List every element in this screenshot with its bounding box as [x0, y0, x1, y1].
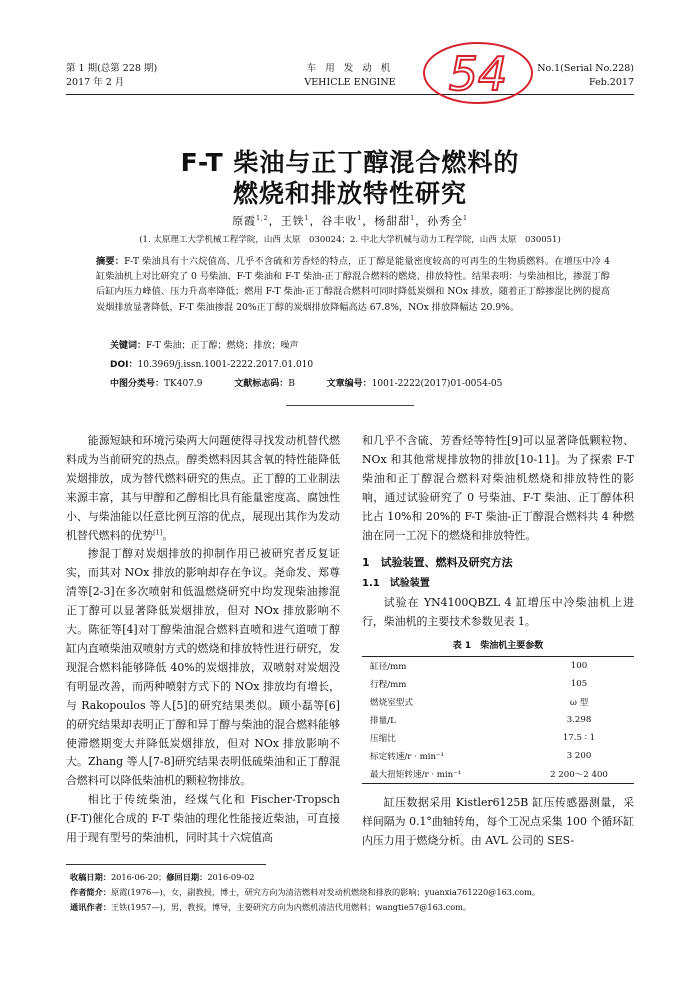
intro-paragraph-2: 掺混丁醇对炭烟排放的抑制作用已被研究者反复证实，而其对 NOx 排放的影响却存在争议。尧命发、郑尊清等[2-3]在多次喷射和低温燃烧研究中均发现柴油掺混正丁醇可以显著降低炭烟排放，但对 NOx 排放影响不大。陈征等[4]对丁醇柴油混合燃料直喷和进气道喷丁醇缸内直喷柴油双喷射方式的燃烧和排放特性进行研究，发现混合燃料能够降低 40%的炭烟排放，双喷射对炭烟没有明显改善，而两种喷射方式下的 NOx 排放均有增长，与 Rakopoulos 等人[5]的研究结果类似。顾小磊等[6]的研究结果却表明正丁醇和异丁醇与柴油的混合燃料能够使滞燃期变大并降低炭烟排放，但对 NOx 排放影响不大。Zhang 等人[7-8]研究结果表明低硫柴油和正丁醇混合燃料可以降低柴油机的颗粒物排放。 — [66, 547, 340, 788]
article-no-label: 文章编号： — [326, 379, 372, 389]
intro-paragraph-1 — [66, 432, 340, 545]
keywords-line — [110, 339, 610, 354]
authors: 原霞$^{1,2}$，王铁$^1$，谷丰收$^1$，杨甜甜$^1$，孙秀全$^1$ — [232, 214, 468, 228]
param-name: 排量/L — [370, 716, 396, 726]
abstract-text: F-T 柴油具有十六烷值高、几乎不含硫和芳香烃的特点，正丁醇是能量密度较高的可再生的生物质燃料。在增压中冷 4 缸柴油机上对比研究了 0 号柴油、F-T 柴油和 F-T 柴油-正丁醇混合燃料的燃烧、排放特性。结果表明：与柴油相比，掺混丁醇后缸内压力峰值、压力升高率降低；燃用 F-T 柴油-正丁醇混合燃料可同时降低炭烟和 NOx 排放，随着正丁醇掺混比例的提高炭烟排放显著降低，F-T 柴油掺混 20%正丁醇的炭烟排放降幅高达 67.8%，NOx 排放降幅达 20.9%。 — [96, 256, 610, 313]
title-line1: F-T 柴油与正丁醇混合燃料的 — [180, 148, 520, 177]
footnotes — [70, 870, 640, 915]
intro-paragraph-4: 和几乎不含硫、芳香烃等特性[9]可以显著降低颗粒物、NOx 和其他常规排放物的排放[10-11]。为了探索 F-T 柴油和正丁醇混合燃料对柴油机燃烧和排放特性的影响，通过试验研究了 0 号柴油、F-T 柴油、正丁醇体积比占 10%和 20%的 F-T 柴油-正丁醇混合燃料共 4 种燃油在同一工况下的燃烧和排放特性。 — [362, 434, 634, 542]
author-bio: 原霞(1976—)，女，副教授，博士，研究方向为清洁燃料对发动机燃烧和排放的影响；yuanxia761220@163.com。 — [110, 887, 541, 897]
param-name: 缸径/mm — [370, 662, 407, 672]
table-row — [362, 729, 634, 747]
header-issue — [66, 62, 157, 90]
contact-line — [70, 900, 640, 915]
doi-line — [110, 358, 610, 373]
date-cn: 2017 年 2 月 — [66, 77, 125, 88]
abstract-label: 摘要： — [96, 256, 125, 267]
param-name: 最大扭矩转速/r · min⁻¹ — [370, 770, 462, 780]
table-row — [362, 675, 634, 693]
affiliation: (1. 太原理工大学机械工程学院，山西 太原 030024；2. 中北大学机械与动力工程学院，山西 太原 030051) — [139, 235, 561, 245]
revised-label: 修回日期： — [166, 872, 208, 882]
pressure-paragraph: 缸压数据采用 Kistler6125B 缸压传感器测量，采样间隔为 0.1°曲轴转角，每个工况点采集 100 个循环缸内压力用于燃烧分析。由 AVL 公司的 SES- — [362, 796, 634, 847]
table-row — [362, 747, 634, 765]
param-name: 行程/mm — [370, 680, 407, 690]
clc-value: TK407.9 — [164, 379, 203, 389]
received-line — [70, 870, 640, 885]
keywords-text: F-T 柴油；正丁醇；燃烧；排放；噪声 — [146, 341, 299, 351]
doi-label: DOI： — [110, 360, 138, 370]
journal-en: VEHICLE ENGINE — [304, 77, 396, 88]
author-bio-line — [70, 885, 640, 900]
right-column-continued — [362, 794, 634, 851]
title-line2: 燃烧和排放特性研究 — [232, 179, 467, 208]
left-column — [66, 432, 340, 848]
header-rule — [66, 94, 634, 95]
divider — [286, 405, 414, 406]
classification-line — [110, 377, 610, 392]
issue-cn: 第 1 期(总第 228 期) — [66, 63, 158, 74]
paper-title — [0, 147, 700, 209]
article-no-value: 1001-2222(2017)01-0054-05 — [371, 379, 503, 389]
table-1-title: 表 1 柴油机主要参数 — [452, 641, 544, 651]
doi-text: 10.3969/j.issn.1001-2222.2017.01.010 — [137, 360, 314, 370]
clc-label: 中图分类号： — [110, 379, 165, 389]
abstract — [96, 254, 610, 315]
date-en: Feb.2017 — [589, 77, 634, 88]
intro-p1-end: 。 — [162, 528, 174, 542]
param-value: 100 — [570, 661, 588, 671]
table-row — [362, 765, 634, 783]
stamp-text: 54 — [448, 47, 508, 101]
param-value: 3 200 — [566, 751, 592, 761]
handwritten-number-stamp — [420, 38, 538, 108]
journal-cn: 车 用 发 动 机 — [306, 63, 394, 74]
table-row — [362, 657, 634, 675]
setup-paragraph: 试验在 YN4100QBZL 4 缸增压中冷柴油机上进行，柴油机的主要技术参数见表 1。 — [362, 596, 634, 629]
param-value: 2 200～2 400 — [550, 770, 608, 780]
param-value: ω 型 — [569, 698, 589, 708]
doc-code-value: B — [288, 379, 295, 389]
intro-p1-text: 能源短缺和环境污染两大问题使得寻找发动机替代燃料成为当前研究的热点。醇类燃料因其含氧的特性能降低炭烟排放，成为替代燃料研究的焦点。正丁醇的工业制法来源丰富，其与甲醇和乙醇相比具有能量密度高、腐蚀性小、与柴油能以任意比例互溶的优点，展现出其作为发动机替代燃料的优势 — [66, 434, 340, 542]
issue-en: No.1(Serial No.228) — [537, 63, 634, 74]
received-label: 收稿日期： — [70, 872, 111, 882]
contact-bio: 王铁(1957—)，男，教授，博导，主要研究方向为内燃机清洁代用燃料；wangtie57@163.com。 — [110, 902, 472, 912]
ref-1: [1] — [153, 527, 163, 536]
param-value: 105 — [570, 679, 588, 689]
table-row — [362, 711, 634, 729]
param-value: 3.298 — [566, 715, 592, 725]
author-bio-label: 作者简介： — [70, 887, 111, 897]
section-1-heading: 1 试验装置、燃料及研究方法 — [362, 556, 513, 570]
param-name: 压缩比 — [370, 734, 396, 744]
received-date: 2016-06-20； — [110, 872, 167, 882]
revised-date: 2016-09-02 — [207, 872, 255, 882]
param-name: 燃烧室型式 — [370, 698, 413, 708]
table-1 — [362, 656, 634, 784]
right-column — [362, 432, 634, 632]
keywords-label: 关键词： — [110, 341, 147, 351]
param-value: 17.5 ∶ 1 — [562, 733, 596, 743]
footnote-rule — [66, 864, 266, 865]
param-name: 标定转速/r · min⁻¹ — [370, 752, 444, 762]
intro-paragraph-3: 相比于传统柴油，经煤气化和 Fischer-Tropsch (F-T)催化合成的 F-T 柴油的理化性能接近柴油，可直接用于现有型号的柴油机，同时其十六烷值高 — [66, 793, 340, 845]
table-row — [362, 693, 634, 711]
engine-params-table — [362, 657, 634, 783]
doc-code-label: 文献标志码： — [234, 379, 289, 389]
section-1-1-heading: 1.1 试验装置 — [362, 578, 430, 590]
contact-label: 通讯作者： — [70, 902, 111, 912]
